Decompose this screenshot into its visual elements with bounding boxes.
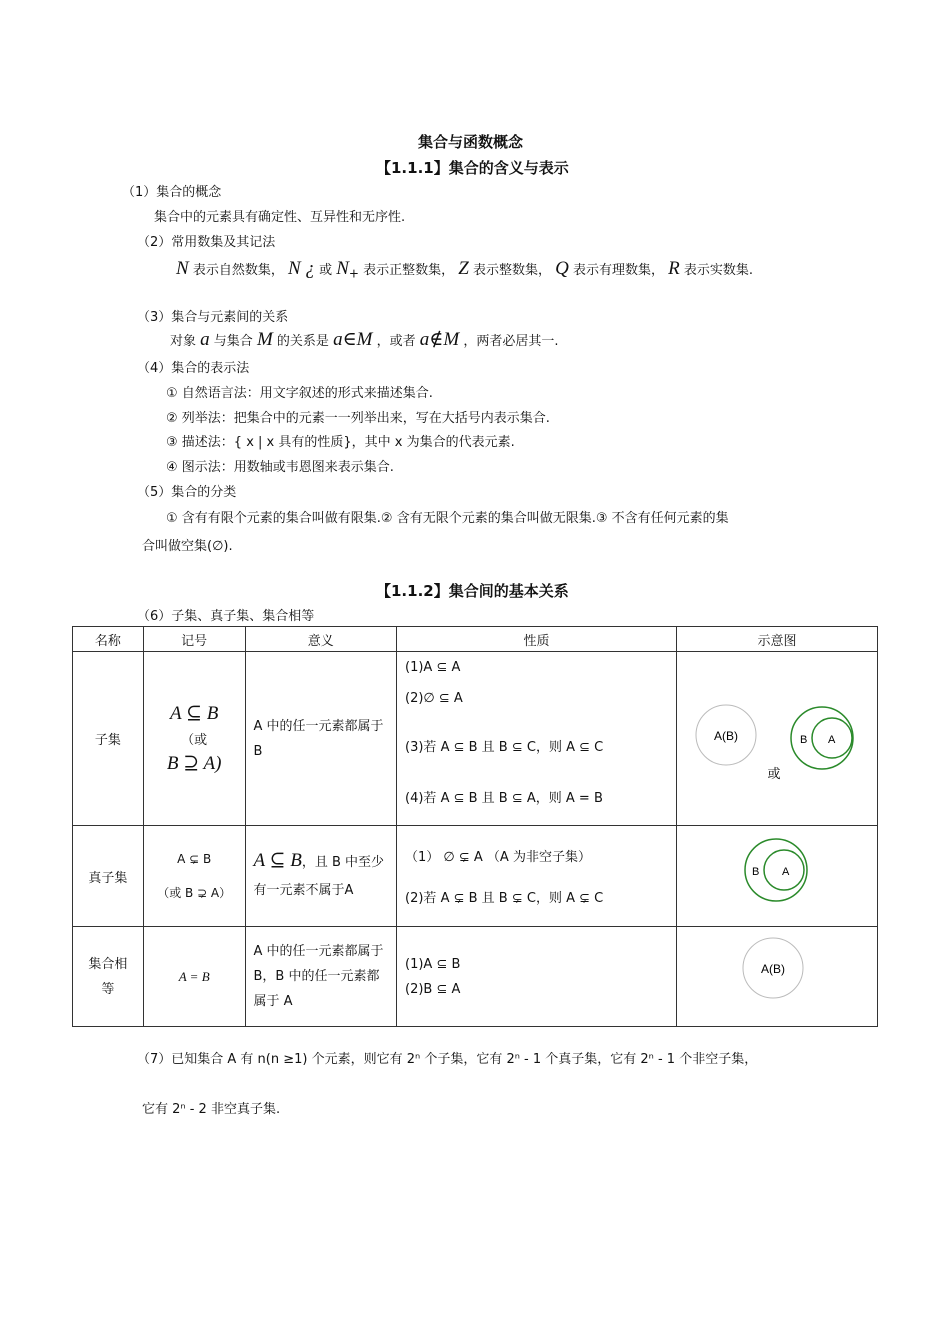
subset-diagram bbox=[677, 652, 878, 826]
venn-label-a: A bbox=[828, 733, 836, 746]
subset-symbol bbox=[143, 652, 245, 826]
s4-heading: （4）集合的表示法 bbox=[137, 361, 250, 376]
section-2-heading: 【1.1.2】集合间的基本关系 bbox=[376, 582, 569, 600]
equal-diagram bbox=[677, 927, 878, 1027]
venn-label-b: B bbox=[752, 865, 760, 878]
equal-name-text: 集合相等 bbox=[88, 956, 128, 997]
proper-sym-1: A ⊊ B bbox=[177, 851, 212, 866]
venn-label-ab: A(B) bbox=[761, 961, 785, 976]
header-symbol: 记号 bbox=[143, 627, 245, 652]
subset-prop: (1)A ⊆ A bbox=[405, 660, 461, 675]
s2-t4: 表示有理数集， bbox=[573, 263, 665, 278]
plus-subscript: + bbox=[348, 266, 359, 281]
symbol-N: N bbox=[176, 258, 189, 279]
symbol-a-notin-M: a∉M bbox=[419, 329, 460, 350]
s3-t4: ，或者 bbox=[376, 334, 416, 349]
relations-table bbox=[72, 626, 878, 1027]
symbol-N-plus: N bbox=[336, 258, 349, 279]
section-1-heading: 【1.1.1】集合的含义与表示 bbox=[376, 159, 569, 177]
s5-line-2: 合叫做空集(∅). bbox=[142, 539, 233, 554]
header-name: 名称 bbox=[73, 627, 144, 652]
s1-text: 集合中的元素具有确定性、互异性和无序性. bbox=[154, 210, 406, 225]
venn-label-ab: A(B) bbox=[714, 728, 738, 743]
venn-label-b: B bbox=[800, 733, 808, 746]
row-equal bbox=[73, 927, 878, 1027]
equal-props bbox=[397, 927, 677, 1027]
subset-prop: (4)若 A ⊆ B 且 B ⊆ A，则 A = B bbox=[405, 791, 603, 806]
equal-meaning bbox=[245, 927, 397, 1027]
proper-props bbox=[397, 826, 677, 927]
proper-name: 真子集 bbox=[73, 826, 144, 927]
s4-item: ④ 图示法：用数轴或韦恩图来表示集合. bbox=[166, 460, 394, 475]
proper-meaning-text bbox=[246, 847, 397, 905]
equal-venn bbox=[677, 928, 877, 1026]
s2-t3: 表示整数集， bbox=[472, 263, 551, 278]
proper-meaning-rest: ，且 B 中至少有一元素不属于A bbox=[253, 855, 384, 898]
header-meaning: 意义 bbox=[245, 627, 397, 652]
s4-item: ① 自然语言法：用文字叙述的形式来描述集合. bbox=[166, 386, 433, 401]
row-proper-subset bbox=[73, 826, 878, 927]
equal-name bbox=[73, 927, 144, 1027]
s1-heading: （1）集合的概念 bbox=[122, 185, 222, 200]
s3-t5: ，两者必居其一. bbox=[463, 334, 559, 349]
proper-meaning-sym: A ⊆ B bbox=[253, 850, 302, 871]
proper-sym-2: （或 B ⊋ A） bbox=[157, 885, 232, 900]
subset-name: 子集 bbox=[73, 652, 144, 826]
s2-t1: 表示自然数集， bbox=[192, 263, 284, 278]
equal-prop: (2)B ⊆ A bbox=[405, 981, 461, 997]
s5-line-1: ① 含有有限个元素的集合叫做有限集.② 含有无限个元素的集合叫做无限集.③ 不含有任何元素的集 bbox=[166, 511, 729, 526]
proper-prop-2: (2)若 A ⊊ B 且 B ⊊ C，则 A ⊊ C bbox=[405, 891, 604, 906]
subset-meaning bbox=[245, 652, 397, 826]
s2-t5: 表示实数集. bbox=[683, 263, 754, 278]
subset-venn bbox=[677, 653, 877, 825]
s2-heading: （2）常用数集及其记法 bbox=[137, 235, 276, 250]
proper-symbol bbox=[143, 826, 245, 927]
subset-sym-alt: B ⊇ A) bbox=[166, 753, 222, 774]
subset-prop: (3)若 A ⊆ B 且 B ⊆ C，则 A ⊆ C bbox=[405, 740, 604, 755]
s2-line bbox=[176, 258, 753, 281]
proper-venn bbox=[677, 827, 877, 926]
venn-or-label: 或 bbox=[767, 766, 781, 782]
doc-title: 集合与函数概念 bbox=[418, 133, 524, 151]
subset-props bbox=[397, 652, 677, 826]
s2-or: 或 bbox=[319, 263, 333, 278]
s3-t3: 的关系是 bbox=[276, 334, 329, 349]
s3-line bbox=[170, 328, 558, 351]
subset-meaning-text: A 中的任一元素都属于B bbox=[253, 718, 384, 759]
symbol-a: a bbox=[200, 329, 210, 350]
symbol-N-star: N ¿ bbox=[287, 258, 315, 279]
equal-prop: (1)A ⊆ B bbox=[405, 956, 461, 972]
equal-symbol: A = B bbox=[143, 927, 245, 1027]
equal-meaning-text: A 中的任一元素都属于 B，B 中的任一元素都属于 A bbox=[253, 944, 384, 1009]
s4-item: ③ 描述法：{ x | x 具有的性质}，其中 x 为集合的代表元素. bbox=[166, 435, 515, 450]
proper-diagram bbox=[677, 826, 878, 927]
venn-label-a: A bbox=[782, 865, 790, 878]
s7-line-1: （7）已知集合 A 有 n(n ≥1) 个元素，则它有 2ⁿ 个子集，它有 2ⁿ - 1 个真子集，它有 2ⁿ - 1 个非空子集， bbox=[137, 1052, 758, 1067]
s6-heading: （6）子集、真子集、集合相等 bbox=[137, 609, 315, 624]
subset-prop: (2)∅ ⊆ A bbox=[405, 691, 463, 706]
symbol-a-in-M: a∈M bbox=[333, 329, 373, 350]
symbol-R: R bbox=[668, 258, 680, 279]
s4-item: ② 列举法：把集合中的元素一一列举出来，写在大括号内表示集合. bbox=[166, 411, 550, 426]
header-diagram: 示意图 bbox=[677, 627, 878, 652]
s3-heading: （3）集合与元素间的关系 bbox=[137, 310, 289, 325]
s5-heading: （5）集合的分类 bbox=[137, 485, 237, 500]
s3-t1: 对象 bbox=[170, 334, 197, 349]
header-property: 性质 bbox=[397, 627, 677, 652]
symbol-Q: Q bbox=[555, 258, 569, 279]
symbol-M: M bbox=[256, 329, 273, 350]
proper-meaning bbox=[245, 826, 397, 927]
subset-sym-or: （或 bbox=[181, 733, 208, 748]
s2-t2: 表示正整数集， bbox=[363, 263, 455, 278]
s7-line-2: 它有 2ⁿ - 2 非空真子集. bbox=[142, 1102, 281, 1117]
subset-sym-main: A ⊆ B bbox=[170, 703, 219, 724]
proper-prop-1: （1） ∅ ⊊ A （A 为非空子集） bbox=[405, 850, 591, 865]
row-subset bbox=[73, 652, 878, 826]
symbol-Z: Z bbox=[458, 258, 469, 279]
s3-t2: 与集合 bbox=[213, 334, 253, 349]
